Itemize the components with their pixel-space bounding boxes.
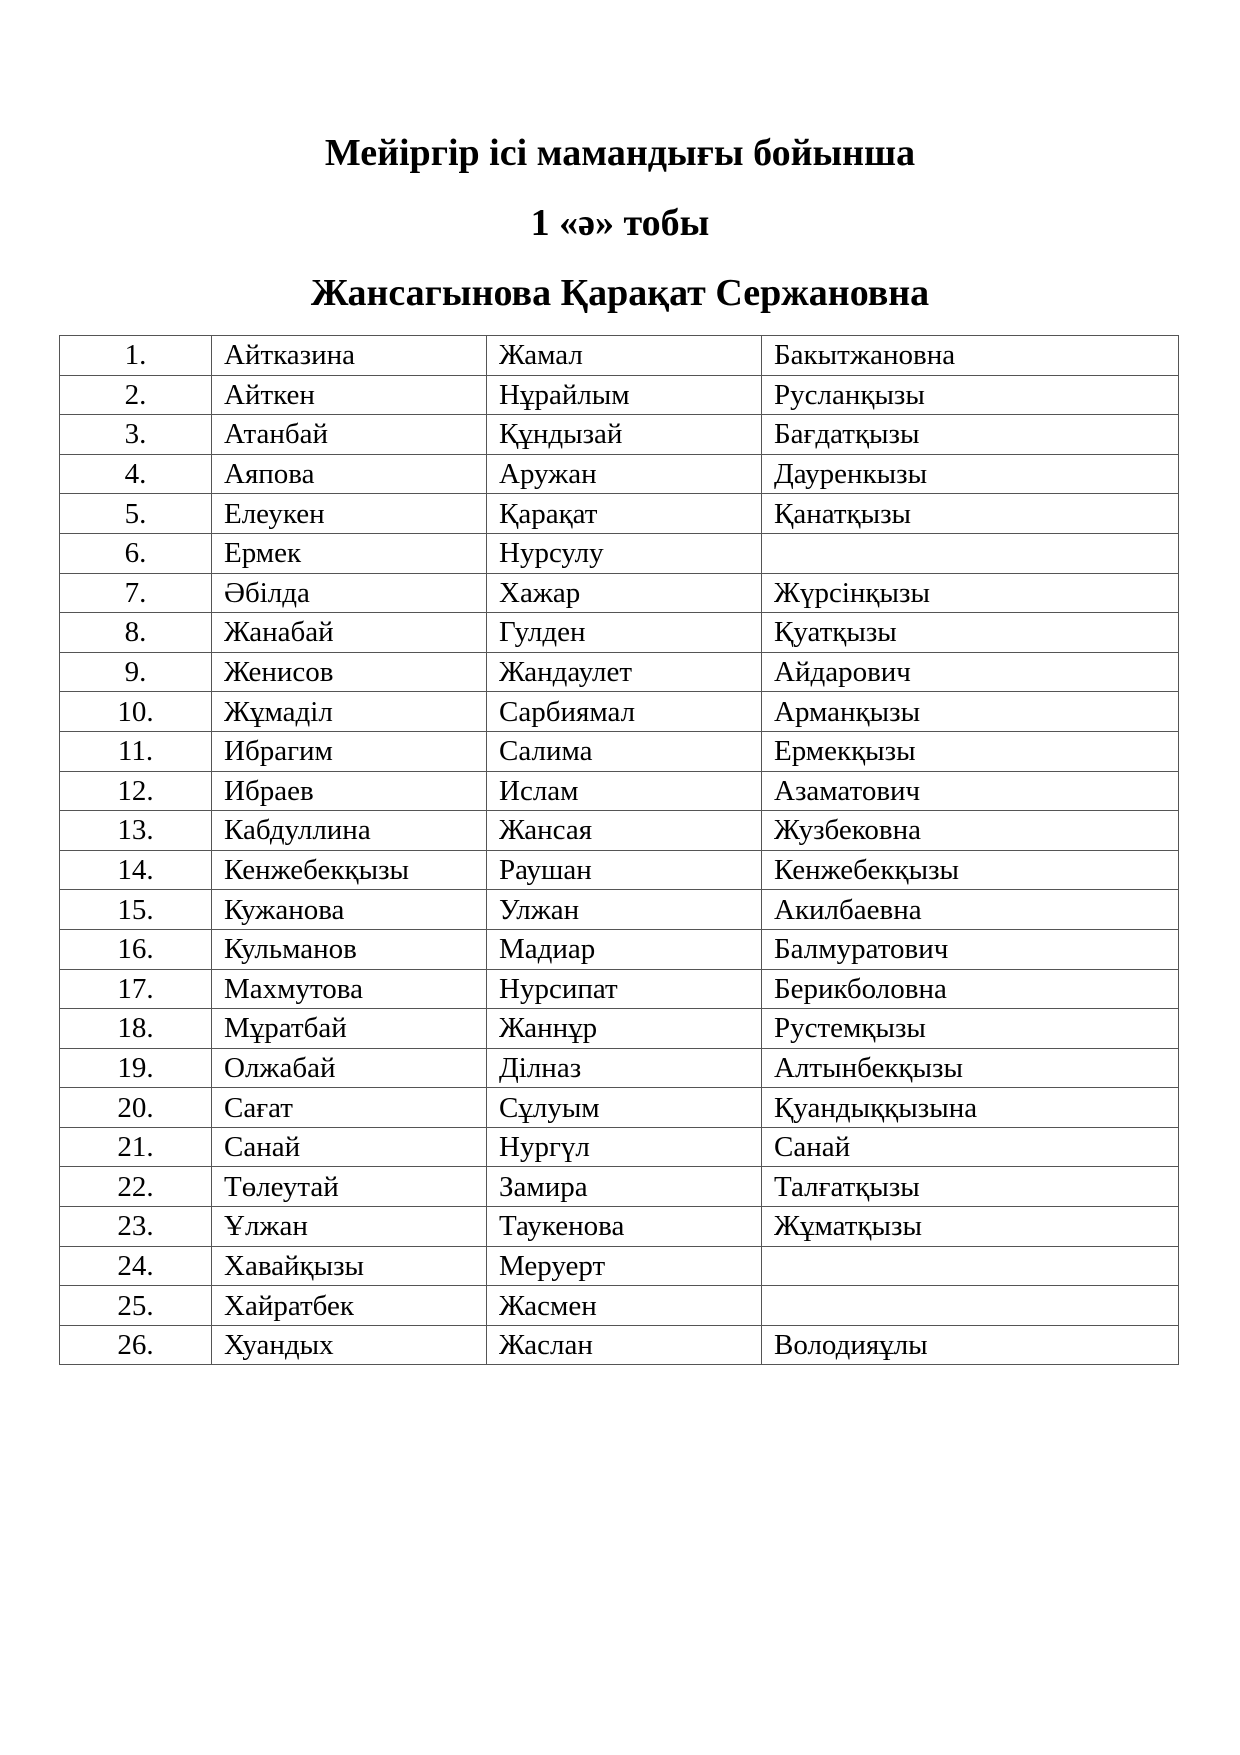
student-patronymic: Қуатқызы xyxy=(762,613,1179,653)
table-row xyxy=(60,850,1179,890)
table-row xyxy=(60,1009,1179,1049)
student-name: Жамал xyxy=(487,336,762,376)
student-name: Раушан xyxy=(487,850,762,890)
row-number: 25. xyxy=(60,1286,212,1326)
student-name: Жаннұр xyxy=(487,1009,762,1049)
student-surname: Айткен xyxy=(212,375,487,415)
student-name: Жасмен xyxy=(487,1286,762,1326)
table-row xyxy=(60,692,1179,732)
student-surname: Ибрагим xyxy=(212,731,487,771)
student-patronymic: Бағдатқызы xyxy=(762,415,1179,455)
table-row xyxy=(60,1246,1179,1286)
student-surname: Елеукен xyxy=(212,494,487,534)
student-patronymic xyxy=(762,533,1179,573)
table-row xyxy=(60,375,1179,415)
student-patronymic: Азаматович xyxy=(762,771,1179,811)
student-name: Аружан xyxy=(487,454,762,494)
row-number: 22. xyxy=(60,1167,212,1207)
row-number: 7. xyxy=(60,573,212,613)
row-number: 1. xyxy=(60,336,212,376)
table-row xyxy=(60,1167,1179,1207)
row-number: 17. xyxy=(60,969,212,1009)
student-patronymic: Бакытжановна xyxy=(762,336,1179,376)
table-row xyxy=(60,336,1179,376)
student-surname: Кенжебекқызы xyxy=(212,850,487,890)
table-row xyxy=(60,454,1179,494)
table-row xyxy=(60,1207,1179,1247)
student-surname: Сағат xyxy=(212,1088,487,1128)
student-surname: Аяпова xyxy=(212,454,487,494)
student-patronymic: Жүрсінқызы xyxy=(762,573,1179,613)
table-row xyxy=(60,969,1179,1009)
row-number: 6. xyxy=(60,533,212,573)
student-name: Жаслан xyxy=(487,1325,762,1365)
student-surname: Мұратбай xyxy=(212,1009,487,1049)
table-row xyxy=(60,573,1179,613)
student-surname: Ермек xyxy=(212,533,487,573)
student-surname: Ибраев xyxy=(212,771,487,811)
student-surname: Айтказина xyxy=(212,336,487,376)
table-row xyxy=(60,1325,1179,1365)
student-surname: Женисов xyxy=(212,652,487,692)
row-number: 13. xyxy=(60,811,212,851)
row-number: 19. xyxy=(60,1048,212,1088)
student-patronymic: Кенжебекқызы xyxy=(762,850,1179,890)
row-number: 26. xyxy=(60,1325,212,1365)
row-number: 16. xyxy=(60,929,212,969)
student-name: Жансая xyxy=(487,811,762,851)
student-patronymic: Володияұлы xyxy=(762,1325,1179,1365)
student-name: Құндызай xyxy=(487,415,762,455)
student-patronymic: Алтынбекқызы xyxy=(762,1048,1179,1088)
table-row xyxy=(60,652,1179,692)
table-row xyxy=(60,771,1179,811)
student-patronymic: Қуандыққызына xyxy=(762,1088,1179,1128)
table-row xyxy=(60,1286,1179,1326)
student-surname: Махмутова xyxy=(212,969,487,1009)
student-name: Қарақат xyxy=(487,494,762,534)
row-number: 18. xyxy=(60,1009,212,1049)
student-surname: Жанабай xyxy=(212,613,487,653)
row-number: 8. xyxy=(60,613,212,653)
student-patronymic xyxy=(762,1246,1179,1286)
row-number: 5. xyxy=(60,494,212,534)
student-surname: Атанбай xyxy=(212,415,487,455)
group-title: 1 «ә» тобы xyxy=(530,202,710,244)
student-patronymic: Талғатқызы xyxy=(762,1167,1179,1207)
student-surname: Хавайқызы xyxy=(212,1246,487,1286)
student-surname: Кабдуллина xyxy=(212,811,487,851)
row-number: 9. xyxy=(60,652,212,692)
student-surname: Ұлжан xyxy=(212,1207,487,1247)
student-name: Сарбиямал xyxy=(487,692,762,732)
student-surname: Хайратбек xyxy=(212,1286,487,1326)
row-number: 21. xyxy=(60,1127,212,1167)
student-surname: Төлеутай xyxy=(212,1167,487,1207)
specialty-title: Мейіргір ісі мамандығы бойынша xyxy=(324,132,916,174)
student-patronymic: Қанатқызы xyxy=(762,494,1179,534)
student-name: Нурсулу xyxy=(487,533,762,573)
student-patronymic: Акилбаевна xyxy=(762,890,1179,930)
row-number: 14. xyxy=(60,850,212,890)
student-name: Нурсипат xyxy=(487,969,762,1009)
student-name: Мадиар xyxy=(487,929,762,969)
row-number: 12. xyxy=(60,771,212,811)
student-name: Жандаулет xyxy=(487,652,762,692)
student-surname: Олжабай xyxy=(212,1048,487,1088)
student-roster-table xyxy=(59,335,1179,1365)
table-row xyxy=(60,494,1179,534)
student-name: Хажар xyxy=(487,573,762,613)
table-row xyxy=(60,1048,1179,1088)
student-name: Ділназ xyxy=(487,1048,762,1088)
student-patronymic xyxy=(762,1286,1179,1326)
row-number: 10. xyxy=(60,692,212,732)
row-number: 24. xyxy=(60,1246,212,1286)
row-number: 23. xyxy=(60,1207,212,1247)
table-row xyxy=(60,415,1179,455)
student-name: Меруерт xyxy=(487,1246,762,1286)
row-number: 20. xyxy=(60,1088,212,1128)
table-row xyxy=(60,1088,1179,1128)
student-surname: Жұмаділ xyxy=(212,692,487,732)
student-patronymic: Жұматқызы xyxy=(762,1207,1179,1247)
student-patronymic: Санай xyxy=(762,1127,1179,1167)
student-patronymic: Ермекқызы xyxy=(762,731,1179,771)
student-patronymic: Арманқызы xyxy=(762,692,1179,732)
student-name: Ислам xyxy=(487,771,762,811)
row-number: 4. xyxy=(60,454,212,494)
student-name: Улжан xyxy=(487,890,762,930)
table-row xyxy=(60,811,1179,851)
row-number: 15. xyxy=(60,890,212,930)
student-name: Таукенова xyxy=(487,1207,762,1247)
student-patronymic: Балмуратович xyxy=(762,929,1179,969)
student-surname: Әбілда xyxy=(212,573,487,613)
student-patronymic: Рустемқызы xyxy=(762,1009,1179,1049)
student-surname: Кужанова xyxy=(212,890,487,930)
student-patronymic: Айдарович xyxy=(762,652,1179,692)
student-name: Нургүл xyxy=(487,1127,762,1167)
row-number: 11. xyxy=(60,731,212,771)
student-patronymic: Берикболовна xyxy=(762,969,1179,1009)
student-name: Замира xyxy=(487,1167,762,1207)
student-patronymic: Русланқызы xyxy=(762,375,1179,415)
student-patronymic: Жузбековна xyxy=(762,811,1179,851)
table-row xyxy=(60,929,1179,969)
table-row xyxy=(60,613,1179,653)
student-surname: Санай xyxy=(212,1127,487,1167)
row-number: 3. xyxy=(60,415,212,455)
student-roster-body xyxy=(60,336,1179,1365)
student-name: Гулден xyxy=(487,613,762,653)
curator-name: Жансагынова Қарақат Сержановна xyxy=(310,272,930,314)
row-number: 2. xyxy=(60,375,212,415)
student-name: Салима xyxy=(487,731,762,771)
table-row xyxy=(60,533,1179,573)
student-name: Сұлуым xyxy=(487,1088,762,1128)
table-row xyxy=(60,1127,1179,1167)
student-surname: Хуандых xyxy=(212,1325,487,1365)
student-name: Нұрайлым xyxy=(487,375,762,415)
student-surname: Кульманов xyxy=(212,929,487,969)
table-row xyxy=(60,731,1179,771)
student-patronymic: Дауренкызы xyxy=(762,454,1179,494)
table-row xyxy=(60,890,1179,930)
